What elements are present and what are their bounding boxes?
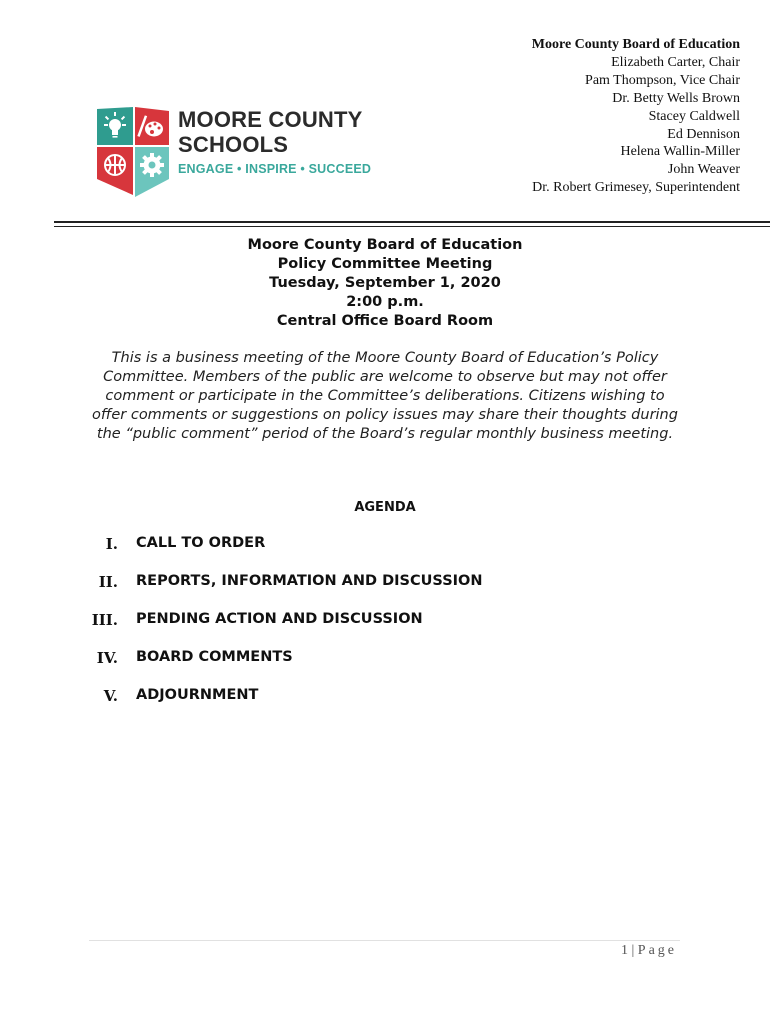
logo-tagline: ENGAGE • INSPIRE • SUCCEED (178, 162, 372, 176)
board-member: Dr. Robert Grimesey, Superintendent (532, 180, 740, 196)
agenda-item (70, 611, 483, 649)
agenda-label: REPORTS, INFORMATION AND DISCUSSION (136, 573, 483, 589)
meeting-location: Central Office Board Room (276, 313, 494, 329)
meeting-type: Policy Committee Meeting (277, 256, 493, 272)
board-member: Stacey Caldwell (648, 108, 740, 124)
public-notice: This is a business meeting of the Moore County Board of Education’s Policy Committee. Members of the public are welcome to observe but may not offer comment or participate in the Committee’s deliberations. Citizens wishing to offer comments or suggestions on policy issues may share their thoughts during the “public comment” period of the Board’s regular monthly business meeting. (92, 350, 678, 442)
footer-divider (89, 940, 680, 941)
agenda-numeral: IV. (96, 649, 118, 667)
meeting-board-name: Moore County Board of Education (247, 237, 523, 253)
agenda-item (70, 687, 483, 725)
page-separator: | (631, 943, 635, 958)
meeting-date: Tuesday, September 1, 2020 (269, 275, 501, 291)
agenda-numeral: II. (98, 573, 118, 591)
board-member: Elizabeth Carter, Chair (611, 54, 740, 70)
page-number: 1 (620, 943, 628, 958)
basketball-icon (105, 155, 125, 175)
board-member-list (532, 36, 740, 197)
board-member: Dr. Betty Wells Brown (612, 90, 740, 106)
agenda-label: BOARD COMMENTS (136, 649, 293, 665)
meeting-time: 2:00 p.m. (346, 294, 424, 310)
page-word: Page (637, 943, 677, 958)
header-divider-thin (54, 226, 770, 227)
logo-name-line1: MOORE COUNTY (178, 107, 363, 132)
board-member: Pam Thompson, Vice Chair (585, 72, 740, 88)
board-member: John Weaver (667, 162, 740, 178)
logo-shield-icon (97, 107, 169, 197)
board-member: Helena Wallin-Miller (620, 144, 740, 160)
logo-text (178, 107, 371, 176)
agenda-item (70, 535, 483, 573)
school-logo (97, 107, 387, 197)
agenda-label: CALL TO ORDER (136, 535, 266, 551)
agenda-numeral: III. (91, 611, 118, 629)
agenda-label: PENDING ACTION AND DISCUSSION (136, 611, 423, 627)
agenda-numeral: I. (105, 535, 118, 553)
page-footer (621, 943, 677, 959)
agenda-list (70, 535, 483, 725)
board-title: Moore County Board of Education (531, 37, 740, 52)
agenda-label: ADJOURNMENT (136, 687, 259, 703)
meeting-heading (0, 236, 770, 331)
agenda-item (70, 573, 483, 611)
board-member: Ed Dennison (667, 126, 740, 142)
agenda-numeral: V. (103, 687, 118, 705)
agenda-title: AGENDA (354, 500, 416, 515)
gear-icon (140, 153, 164, 177)
agenda-item (70, 649, 483, 687)
header-divider (54, 221, 770, 223)
logo-name-line2: SCHOOLS (178, 132, 289, 157)
